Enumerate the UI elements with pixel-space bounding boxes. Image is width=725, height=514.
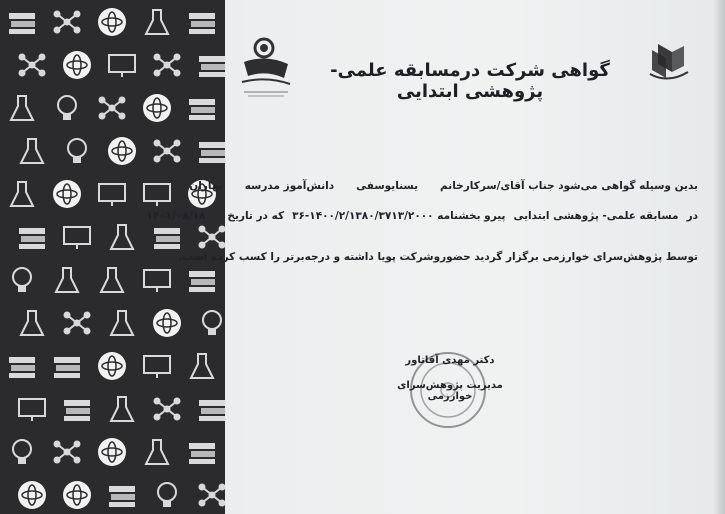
doodle-icon	[101, 268, 123, 292]
signatory-name: دکتر مهدی آقاتاور	[405, 355, 495, 366]
doodle-icon	[21, 139, 43, 163]
doodle-icon	[58, 96, 76, 120]
doodle-icon	[54, 11, 81, 34]
doodle-icon	[189, 443, 215, 464]
signature-block	[380, 355, 520, 402]
certificate-line-3: توسط پژوهش‌سرای خوارزمی برگزار گردید حضوروشرکت پویا داشته و درجه‌برتر را کسب کرده است.	[178, 251, 698, 263]
doodle-icon	[19, 54, 46, 77]
doodle-icon	[54, 441, 81, 464]
doodle-icon	[189, 99, 215, 120]
doodle-icon	[191, 354, 213, 378]
in-label: در	[686, 210, 698, 222]
grade-label: دانش‌آموز مدرسه	[244, 180, 335, 192]
doodle-icon	[53, 180, 81, 208]
doodle-icon	[9, 357, 35, 378]
doodle-icon	[154, 228, 180, 249]
doodle-icon	[199, 56, 225, 77]
doodle-icon	[199, 226, 226, 249]
doodle-icon	[189, 13, 215, 34]
certificate-title: گواهی شرکت درمسابقه علمی- پژوهشی ابتدایی	[330, 60, 610, 102]
doodle-icon	[144, 356, 170, 378]
organization-emblem-icon	[238, 32, 294, 102]
doodle-icon	[11, 96, 33, 120]
education-ministry-logo-icon	[644, 38, 692, 86]
doodle-icon	[21, 311, 43, 335]
doodle-icon	[63, 481, 91, 509]
certificate-line-1	[189, 180, 698, 192]
competition-name: مسابقه علمی- پژوهشی ابتدایی	[513, 210, 679, 222]
doodle-icon	[11, 182, 33, 206]
event-date: ۱۴۰۱/۰۸/۱۸	[146, 210, 206, 222]
doodle-icon	[199, 400, 225, 421]
doodle-icon	[98, 352, 126, 380]
doodle-icon	[143, 94, 171, 122]
doodle-icon	[19, 399, 45, 421]
directive-text: پیرو بخشنامه ۱۴۰۰/۲/۱۳۸۰/۳۷۱۳/۲۰۰۰-۳۶	[292, 210, 506, 222]
doodle-icon	[9, 13, 35, 34]
doodle-icon	[54, 357, 80, 378]
school-name: بهاران	[189, 180, 223, 192]
student-name: یسنایوسفی	[356, 180, 419, 192]
doodle-icon	[154, 140, 181, 163]
doodle-icon	[64, 400, 90, 421]
doodle-icon	[19, 228, 45, 249]
certificate-line-2	[146, 210, 698, 222]
intro-text: بدین وسیله گواهی می‌شود جناب آقای/سرکارخانم	[440, 180, 698, 192]
doodle-icon	[98, 438, 126, 466]
doodle-icon	[109, 486, 135, 507]
doodle-icon	[64, 227, 90, 249]
doodle-icon	[98, 8, 126, 36]
doodle-icon	[13, 268, 31, 292]
doodle-icon	[108, 137, 136, 165]
doodle-icon	[154, 54, 181, 77]
doodle-icon	[144, 184, 170, 206]
doodle-icon	[111, 225, 133, 249]
doodle-icon	[64, 312, 91, 335]
doodle-icon	[153, 309, 181, 337]
doodle-icon	[189, 271, 215, 292]
doodle-icon	[199, 484, 226, 507]
signatory-role: مدیریت پژوهش‌سرای خوارزمی	[397, 380, 503, 402]
doodle-icon	[68, 139, 86, 163]
doodle-icon	[146, 10, 168, 34]
doodle-icon	[109, 55, 135, 77]
doodle-icon	[111, 397, 133, 421]
doodle-icon	[18, 481, 46, 509]
doodle-icon	[13, 440, 31, 464]
doodle-icon	[111, 311, 133, 335]
doodle-icon	[56, 268, 78, 292]
doodle-icon	[203, 311, 221, 335]
doodle-icon	[63, 51, 91, 79]
doodle-icon	[144, 270, 170, 292]
doodle-icon	[99, 184, 125, 206]
doodle-icon	[158, 483, 176, 507]
paper-edge	[713, 0, 725, 514]
doodle-icon	[146, 440, 168, 464]
doodle-icon	[154, 398, 181, 421]
date-label: که در تاریخ	[227, 210, 285, 222]
doodle-icon	[199, 142, 225, 163]
doodle-icon	[99, 97, 126, 120]
